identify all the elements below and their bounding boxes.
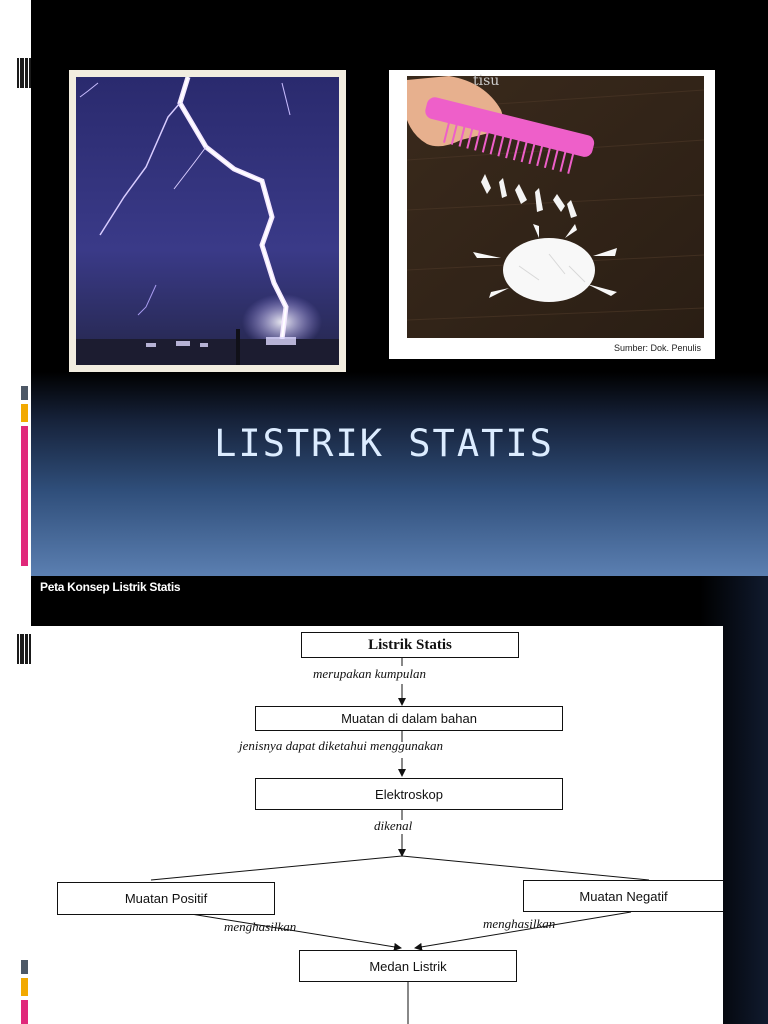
barcode-decoration — [17, 634, 31, 664]
concept-node-muatan-positif: Muatan Positif — [57, 882, 275, 915]
concept-link-menghasilkan-right: menghasilkan — [483, 916, 556, 931]
barcode-decoration — [17, 58, 31, 88]
concept-node-listrik-statis: Listrik Statis — [301, 632, 519, 658]
concept-link-jenisnya: jenisnya dapat diketahui menggunakan — [239, 738, 443, 753]
accent-bar-orange — [21, 978, 28, 996]
photo-source-caption: Sumber: Dok. Penulis — [613, 343, 701, 353]
concept-node-muatan: Muatan di dalam bahan — [255, 706, 563, 731]
accent-bar-gray — [21, 960, 28, 974]
accent-bar-pink — [21, 1000, 28, 1024]
accent-bar-orange — [21, 404, 28, 422]
tissue-label: tisu — [473, 73, 500, 89]
concept-node-muatan-negatif: Muatan Negatif — [523, 880, 723, 912]
concept-map-heading: Peta Konsep Listrik Statis — [40, 580, 181, 594]
slide-title: LISTRIK STATIS — [214, 422, 554, 465]
lightning-photo — [69, 70, 346, 372]
accent-bar-gray — [21, 386, 28, 400]
concept-link-menghasilkan-left: menghasilkan — [224, 919, 297, 934]
comb-tissue-image — [389, 70, 715, 359]
slide-concept-map — [0, 576, 768, 1024]
concept-link-dikenal: dikenal — [374, 818, 413, 833]
concept-map-diagram — [31, 626, 723, 1024]
concept-node-elektroskop: Elektroskop — [255, 778, 563, 810]
concept-node-medan-listrik: Medan Listrik — [299, 950, 517, 982]
comb-tissue-photo — [389, 70, 715, 359]
concept-link-kumpulan: merupakan kumpulan — [313, 666, 427, 681]
lightning-image — [76, 77, 339, 365]
